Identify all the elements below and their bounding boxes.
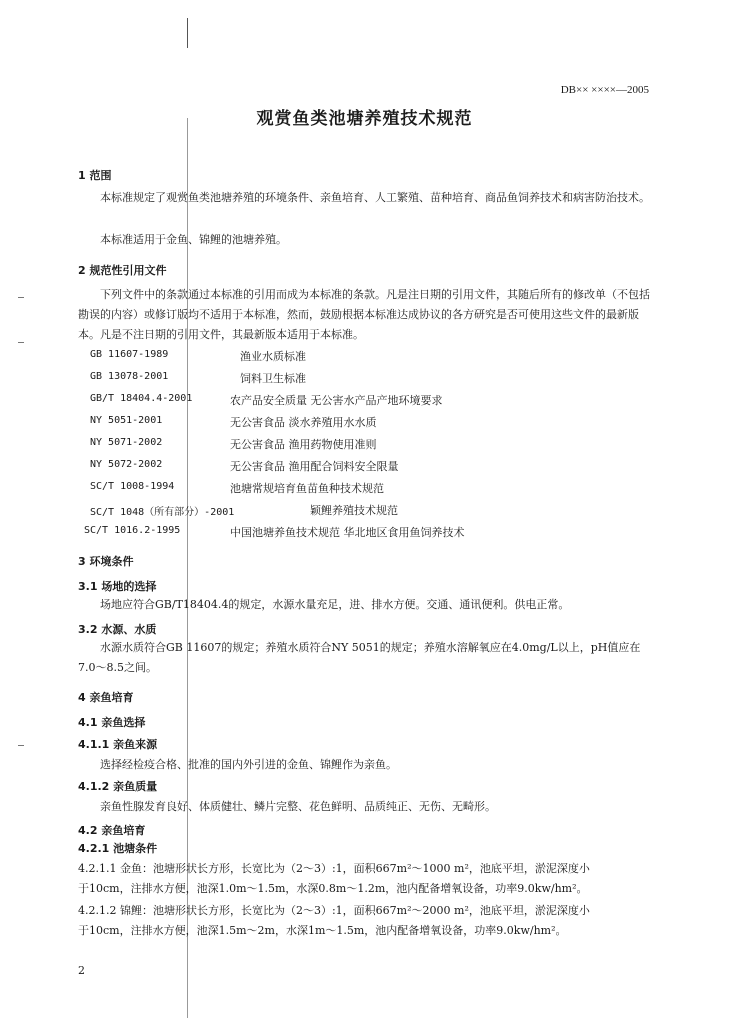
ref-title: 渔业水质标准 <box>240 350 306 363</box>
document-title: 观赏鱼类池塘养殖技术规范 <box>256 109 473 129</box>
section-heading: 4 亲鱼培育 <box>78 691 134 704</box>
ref-title: 无公害食品 淡水养殖用水水质 <box>230 416 377 429</box>
subsection-heading: 3.1 场地的选择 <box>78 580 157 593</box>
section-heading: 1 范围 <box>78 169 112 182</box>
subsection-heading: 4.2.1 池塘条件 <box>78 842 158 855</box>
ref-title: 农产品安全质量 无公害水产品产地环境要求 <box>230 394 443 407</box>
page-number: 2 <box>78 964 85 977</box>
subsection-heading: 4.1 亲鱼选择 <box>78 716 146 729</box>
ref-code: SC/T 1048（所有部分）-2001 <box>90 507 235 518</box>
subsection-heading: 4.1.1 亲鱼来源 <box>78 738 158 751</box>
section-heading: 2 规范性引用文件 <box>78 264 167 277</box>
scan-mark <box>18 342 24 343</box>
paragraph: 场地应符合GB/T18404.4的规定，水源水量充足，进、排水方便。交通、通讯便利。供电正常。 <box>100 598 570 611</box>
paragraph-line: 于10cm，注排水方便，池深1.5m～2m，水深1m～1.5m，池内配备增氧设备，功率9.0kw/hm²。 <box>78 924 567 937</box>
ref-code: NY 5051-2001 <box>90 415 163 426</box>
paragraph-line: 于10cm，注排水方便，池深1.0m～1.5m，水深0.8m～1.2m，池内配备增氧设备，功率9.0kw/hm²。 <box>78 882 588 895</box>
ref-title: 无公害食品 渔用配合饲料安全限量 <box>230 460 399 473</box>
subsection-heading: 4.1.2 亲鱼质量 <box>78 780 158 793</box>
ref-code: SC/T 1008-1994 <box>90 481 175 492</box>
subsection-heading: 4.2 亲鱼培育 <box>78 824 146 837</box>
ref-title: 饲料卫生标准 <box>240 372 306 385</box>
paragraph-line: 4.2.1.2 锦鲤：池塘形状长方形，长宽比为（2～3）:1，面积667m²～2000 m²，池底平坦，淤泥深度小 <box>78 904 590 917</box>
paragraph: 水源水质符合GB 11607的规定；养殖水质符合NY 5051的规定；养殖水溶解氧应在4.0mg/L以上，pH值应在7.0～8.5之间。 <box>78 641 641 674</box>
ref-title: 中国池塘养鱼技术规范 华北地区食用鱼饲养技术 <box>230 526 465 539</box>
paragraph: 选择经检疫合格、批准的国内外引进的金鱼、锦鲤作为亲鱼。 <box>100 758 397 771</box>
paragraph: 亲鱼性腺发育良好、体质健壮、鳞片完整、花色鲜明、品质纯正、无伤、无畸形。 <box>100 800 496 813</box>
doc-code: DB×× ××××—2005 <box>560 84 649 96</box>
ref-title: 无公害食品 渔用药物使用准则 <box>230 438 377 451</box>
scan-mark <box>18 745 24 746</box>
scan-artifact-line <box>187 18 188 48</box>
ref-title: 池塘常规培育鱼苗鱼种技术规范 <box>230 482 384 495</box>
scan-mark <box>18 297 24 298</box>
paragraph: 本标准规定了观赏鱼类池塘养殖的环境条件、亲鱼培育、人工繁殖、苗种培育、商品鱼饲养技术和病害防治技术。 <box>100 191 650 204</box>
ref-code: GB/T 18404.4-2001 <box>90 393 193 404</box>
ref-code: NY 5071-2002 <box>90 437 163 448</box>
subsection-heading: 3.2 水源、水质 <box>78 623 157 636</box>
ref-code: GB 11607-1989 <box>90 349 169 360</box>
ref-title: 颖鲤养殖技术规范 <box>310 504 398 517</box>
section-heading: 3 环境条件 <box>78 555 134 568</box>
paragraph: 本标准适用于金鱼、锦鲤的池塘养殖。 <box>100 233 287 246</box>
ref-code: NY 5072-2002 <box>90 459 163 470</box>
paragraph-line: 4.2.1.1 金鱼：池塘形状长方形，长宽比为（2～3）:1，面积667m²～1000 m²，池底平坦，淤泥深度小 <box>78 862 590 875</box>
ref-code: SC/T 1016.2-1995 <box>84 525 181 536</box>
paragraph: 下列文件中的条款通过本标准的引用而成为本标准的条款。凡是注日期的引用文件，其随后所有的修改单（不包括勘误的内容）或修订版均不适用于本标准，然而，鼓励根据本标准达成协议的各方研究是否可使用这些文件的最新版本。凡是不注日期的引用文件，其最新版本适用于本标准。 <box>78 288 650 341</box>
ref-code: GB 13078-2001 <box>90 371 169 382</box>
